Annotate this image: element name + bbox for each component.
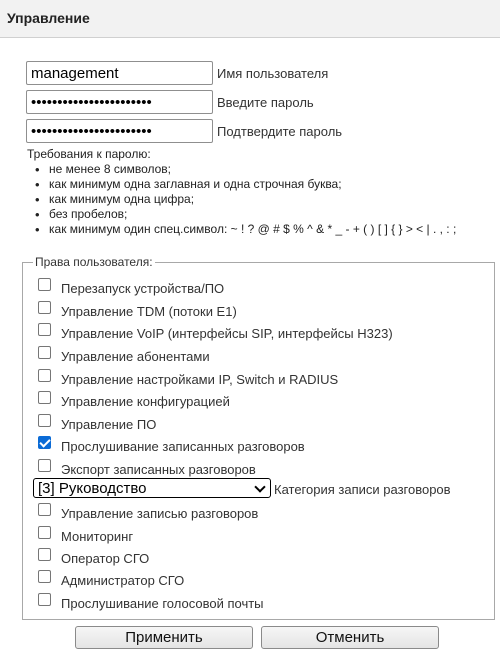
requirement-item: • как минимум одна цифра;	[49, 192, 497, 207]
recording-category-select[interactable]	[33, 478, 271, 498]
sgo-admin-checkbox[interactable]	[38, 570, 51, 583]
apply-button[interactable]: Применить	[75, 626, 253, 649]
perm-label: Управление настройками IP, Switch и RADIUS	[61, 372, 339, 387]
confirm-password-label: Подтвердите пароль	[217, 124, 343, 139]
requirement-item: • как минимум один спец.символ: ~ ! ? @ # $ % ^ & * _ - + ( ) [ ] { } > < | . , : ;	[49, 222, 497, 237]
sgo-operator-checkbox[interactable]	[38, 548, 51, 561]
confirm-password-field[interactable]	[26, 119, 213, 143]
perm-label: Прослушивание записанных разговоров	[61, 439, 305, 454]
username-label: Имя пользователя	[217, 66, 329, 81]
section-header	[0, 0, 500, 38]
page-title: Управление	[7, 10, 90, 26]
monitoring-checkbox[interactable]	[38, 526, 51, 539]
perm-label: Оператор СГО	[61, 551, 150, 566]
perm-label: Управление ПО	[61, 417, 157, 432]
voicemail-checkbox[interactable]	[38, 593, 51, 606]
password-label: Введите пароль	[217, 95, 314, 110]
chevron-down-icon	[254, 481, 265, 492]
voip-checkbox[interactable]	[38, 323, 51, 336]
perm-label: Экспорт записанных разговоров	[61, 462, 256, 477]
listen-recordings-checkbox[interactable]	[38, 436, 51, 449]
configuration-checkbox[interactable]	[38, 391, 51, 404]
subscribers-checkbox[interactable]	[38, 346, 51, 359]
perm-label: Управление VoIP (интерфейсы SIP, интерфейсы H323)	[61, 326, 393, 341]
perm-label: Управление конфигурацией	[61, 394, 230, 409]
requirement-item: • как минимум одна заглавная и одна строчная буква;	[49, 177, 497, 192]
recording-control-checkbox[interactable]	[38, 503, 51, 516]
requirement-item: • не менее 8 символов;	[49, 162, 497, 177]
username-field[interactable]	[26, 61, 213, 85]
perm-label: Управление абонентами	[61, 349, 210, 364]
password-requirements	[27, 147, 497, 237]
tdm-checkbox[interactable]	[38, 301, 51, 314]
perm-label: Перезапуск устройства/ПО	[61, 281, 225, 296]
requirements-list	[27, 162, 497, 237]
export-recordings-checkbox[interactable]	[38, 459, 51, 472]
perm-label: Мониторинг	[61, 529, 134, 544]
recording-category-label: Категория записи разговоров	[274, 482, 451, 497]
password-field[interactable]	[26, 90, 213, 114]
perm-label: Администратор СГО	[61, 573, 185, 588]
perm-label: Прослушивание голосовой почты	[61, 596, 264, 611]
ip-switch-radius-checkbox[interactable]	[38, 369, 51, 382]
selected-category: [3] Руководство	[38, 480, 147, 497]
requirements-title: Требования к паролю:	[27, 147, 151, 161]
perm-label: Управление записью разговоров	[61, 506, 259, 521]
restart-device-checkbox[interactable]	[38, 278, 51, 291]
requirement-item: • без пробелов;	[49, 207, 497, 222]
perm-label: Управление TDM (потоки E1)	[61, 304, 237, 319]
user-rights-legend: Права пользователя:	[35, 255, 153, 269]
software-checkbox[interactable]	[38, 414, 51, 427]
cancel-button[interactable]: Отменить	[261, 626, 439, 649]
